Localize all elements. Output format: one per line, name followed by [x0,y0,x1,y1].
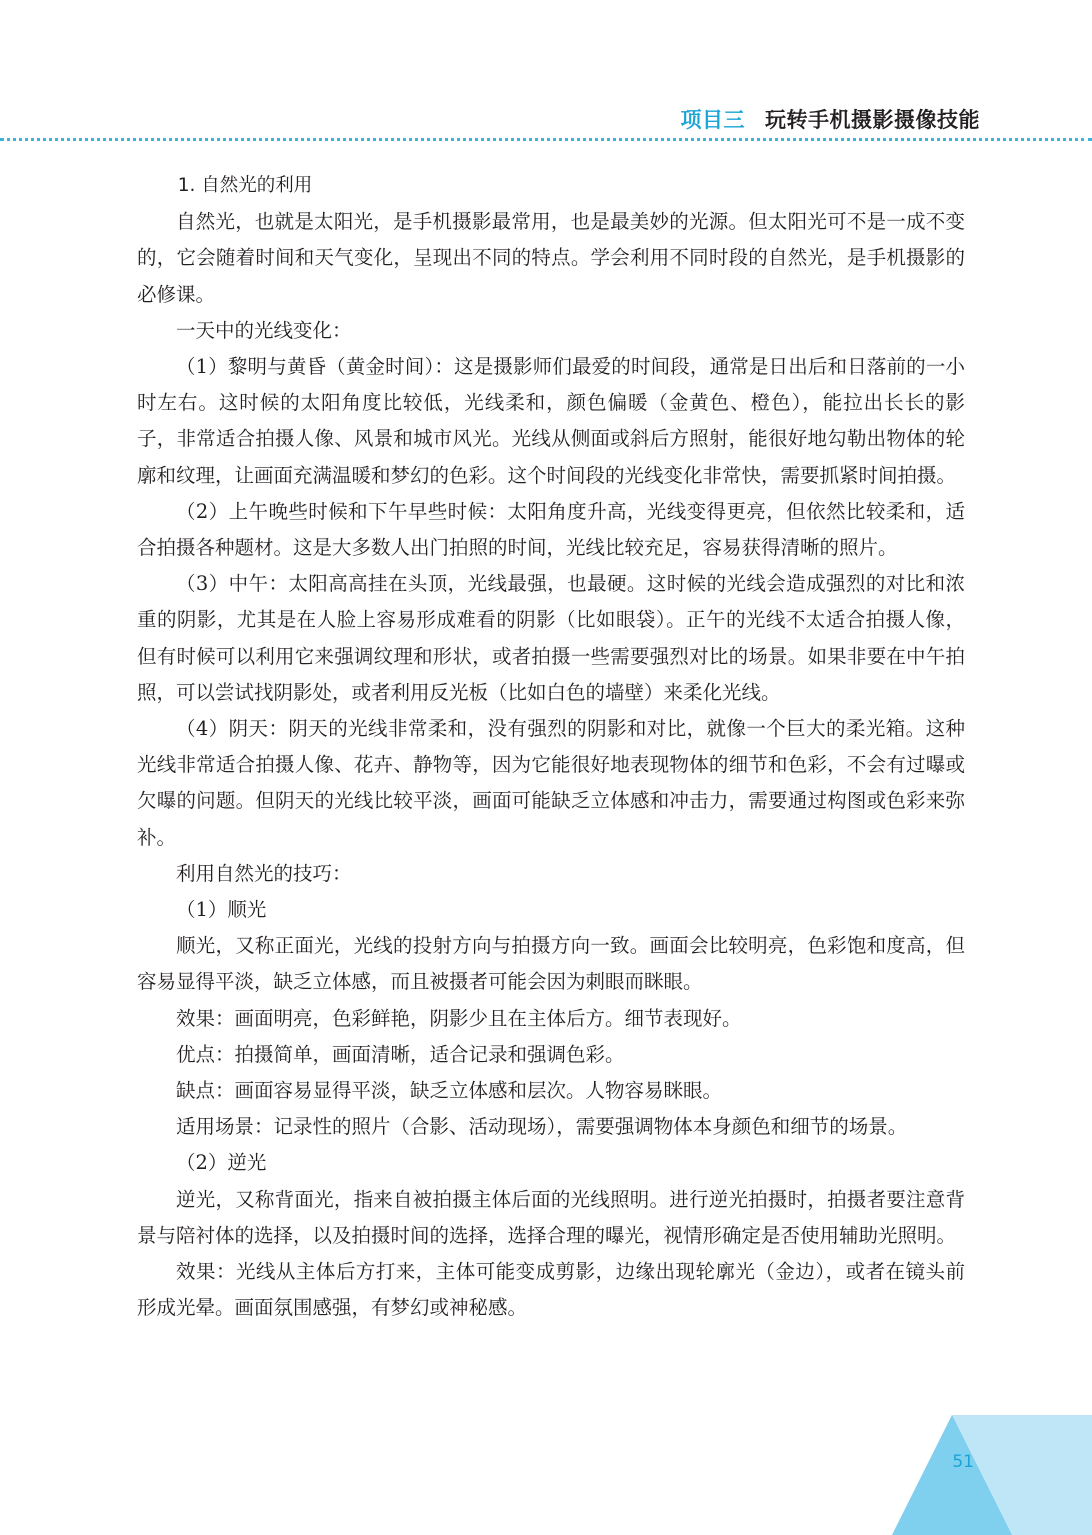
paragraph-front-light: 顺光，又称正面光，光线的投射方向与拍摄方向一致。画面会比较明亮，色彩饱和度高，但容易显得平淡，缺乏立体感，而且被摄者可能会因为刺眼而眯眼。 [137,934,965,994]
paragraph-back-light: 逆光，又称背面光，指来自被拍摄主体后面的光线照明。进行逆光拍摄时，拍摄者要注意背景与陪衬体的选择，以及拍摄时间的选择，选择合理的曝光，视情形确定是否使用辅助光照明。 [137,1187,965,1247]
page-number: 51 [952,1452,974,1472]
section-heading: 1. 自然光的利用 [177,175,313,196]
paragraph-front-light-heading: （1）顺光 [176,898,267,922]
paragraph-front-light-effect: 效果：画面明亮，色彩鲜艳，阴影少且在主体后方。细节表现好。 [176,1006,742,1030]
paragraph-morning-afternoon: （2）上午晚些时候和下午早些时候：太阳角度升高，光线变得更亮，但依然比较柔和，适合拍摄各种题材。这是大多数人出门拍照的时间，光线比较充足，容易获得清晰的照片。 [137,499,965,560]
paragraph-front-light-cons: 缺点：画面容易显得平淡，缺乏立体感和层次。人物容易眯眼。 [176,1079,723,1103]
paragraph-back-light-effect: 效果：光线从主体后方打来，主体可能变成剪影，边缘出现轮廓光（金边），或者在镜头前形成光晕。画面氛围感强，有梦幻或神秘感。 [137,1260,965,1320]
paragraph-intro: 自然光，也就是太阳光，是手机摄影最常用，也是最美妙的光源。但太阳光可不是一成不变的，它会随着时间和天气变化，呈现出不同的特点。学会利用不同时段的自然光，是手机摄影的必修课。 [137,210,965,306]
running-header [681,104,981,134]
paragraph-overcast: （4）阴天：阴天的光线非常柔和，没有强烈的阴影和对比，就像一个巨大的柔光箱。这种光线非常适合拍摄人像、花卉、静物等，因为它能很好地表现物体的细节和色彩，不会有过曝或欠曝的问题。但阴天的光线比较平淡，画面可能缺乏立体感和冲击力，需要通过构图或色彩来弥补。 [137,717,965,849]
page-corner-decoration [892,1415,1092,1535]
header-dotted-divider [0,138,1092,141]
paragraph-front-light-pros: 优点：拍摄简单，画面清晰，适合记录和强调色彩。 [176,1042,625,1066]
paragraph-golden-hour: （1）黎明与黄昏（黄金时间）：这是摄影师们最爱的时间段，通常是日出后和日落前的一小时左右。这时候的太阳角度比较低，光线柔和，颜色偏暖（金黄色、橙色），能拉出长长的影子，非常适合拍摄人像、风景和城市风光。光线从侧面或斜后方照射，能很好地勾勒出物体的轮廓和纹理，让画面充满温暖和梦幻的色彩。这个时间段的光线变化非常快，需要抓紧时间拍摄。 [137,355,965,487]
body-text [137,168,965,1327]
paragraph-noon: （3）中午：太阳高高挂在头顶，光线最强，也最硬。这时候的光线会造成强烈的对比和浓重的阴影，尤其是在人脸上容易形成难看的阴影（比如眼袋）。正午的光线不太适合拍摄人像，但有时候可以利用它来强调纹理和形状，或者拍摄一些需要强烈对比的场景。如果非要在中午拍照，可以尝试找阴影处，或者利用反光板（比如白色的墙壁）来柔化光线。 [137,572,965,704]
paragraph-daylight-heading: 一天中的光线变化： [176,318,352,342]
header-project: 项目三 [680,108,745,132]
paragraph-tips-heading: 利用自然光的技巧： [176,861,352,885]
header-title: 玩转手机摄影摄像技能 [765,108,980,132]
paragraph-back-light-heading: （2）逆光 [176,1151,267,1175]
paragraph-front-light-scenes: 适用场景：记录性的照片（合影、活动现场），需要强调物体本身颜色和细节的场景。 [176,1115,908,1139]
